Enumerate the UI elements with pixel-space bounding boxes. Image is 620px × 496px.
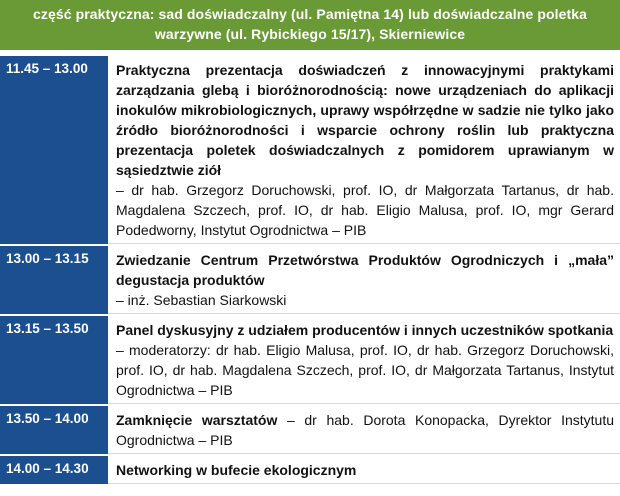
agenda-time: 13.50 – 14.00	[0, 406, 108, 454]
agenda-title: Panel dyskusyjny z udziałem producentów i innych uczestników spotkania	[116, 322, 614, 338]
agenda-time: 11.45 – 13.00	[0, 56, 108, 244]
agenda-row	[0, 406, 620, 456]
agenda-row	[0, 56, 620, 246]
header-line-1: część praktyczna: sad doświadczalny (ul. Pamiętna 14) lub doświadczalne poletka	[32, 6, 588, 22]
agenda-content	[108, 406, 620, 454]
agenda-title: Zwiedzanie Centrum Przetwórstwa Produktów Ogrodniczych i „mała” degustacja produktów	[116, 252, 614, 288]
header-line-2: warzywne (ul. Rybickiego 15/17), Skierniewice	[154, 26, 466, 42]
agenda-people: – dr hab. Dorota Konopacka, Dyrektor Instytutu Ogrodnictwa – PIB	[116, 412, 614, 448]
agenda-row	[0, 456, 620, 486]
agenda-people: – dr hab. Grzegorz Doruchowski, prof. IO, dr Małgorzata Tartanus, dr hab. Magdalena Szczech, prof. IO, dr hab. Eligio Malusa, prof. IO, mgr Gerard Podedworny, Instytut Ogrodnictwa – PIB	[116, 182, 614, 238]
agenda-content	[108, 316, 620, 404]
agenda-content	[108, 456, 620, 484]
agenda-title: Networking w bufecie ekologicznym	[116, 462, 357, 478]
agenda-row	[0, 316, 620, 406]
agenda-people: – moderatorzy: dr hab. Eligio Malusa, prof. IO, dr hab. Grzegorz Doruchowski, prof. IO, dr hab. Magdalena Szczech, prof. IO, dr Małgorzata Tartanus, Instytut Ogrodnictwa – PIB	[116, 342, 614, 398]
agenda-row	[0, 246, 620, 316]
agenda-content	[108, 56, 620, 244]
agenda-time: 13.15 – 13.50	[0, 316, 108, 404]
agenda-time: 13.00 – 13.15	[0, 246, 108, 314]
agenda-title: Zamknięcie warsztatów	[116, 412, 278, 428]
section-header	[0, 0, 620, 50]
agenda-table	[0, 56, 620, 486]
agenda-time: 14.00 – 14.30	[0, 456, 108, 484]
agenda-people: – inż. Sebastian Siarkowski	[116, 292, 287, 308]
agenda-title: Praktyczna prezentacja doświadczeń z innowacyjnymi praktykami zarządzania glebą i bioróżnorodnością: nowe urządzeniach do aplikacji inokulów mikrobiologicznych, uprawy współrzędne w sadzie nie tylko jako źródło bioróżnorodności i wsparcie ochrony roślin lub praktyczna prezentacja poletek doświadczalnych z pomidorem uprawianym w sąsiedztwie ziół	[116, 62, 614, 178]
agenda-content	[108, 246, 620, 314]
